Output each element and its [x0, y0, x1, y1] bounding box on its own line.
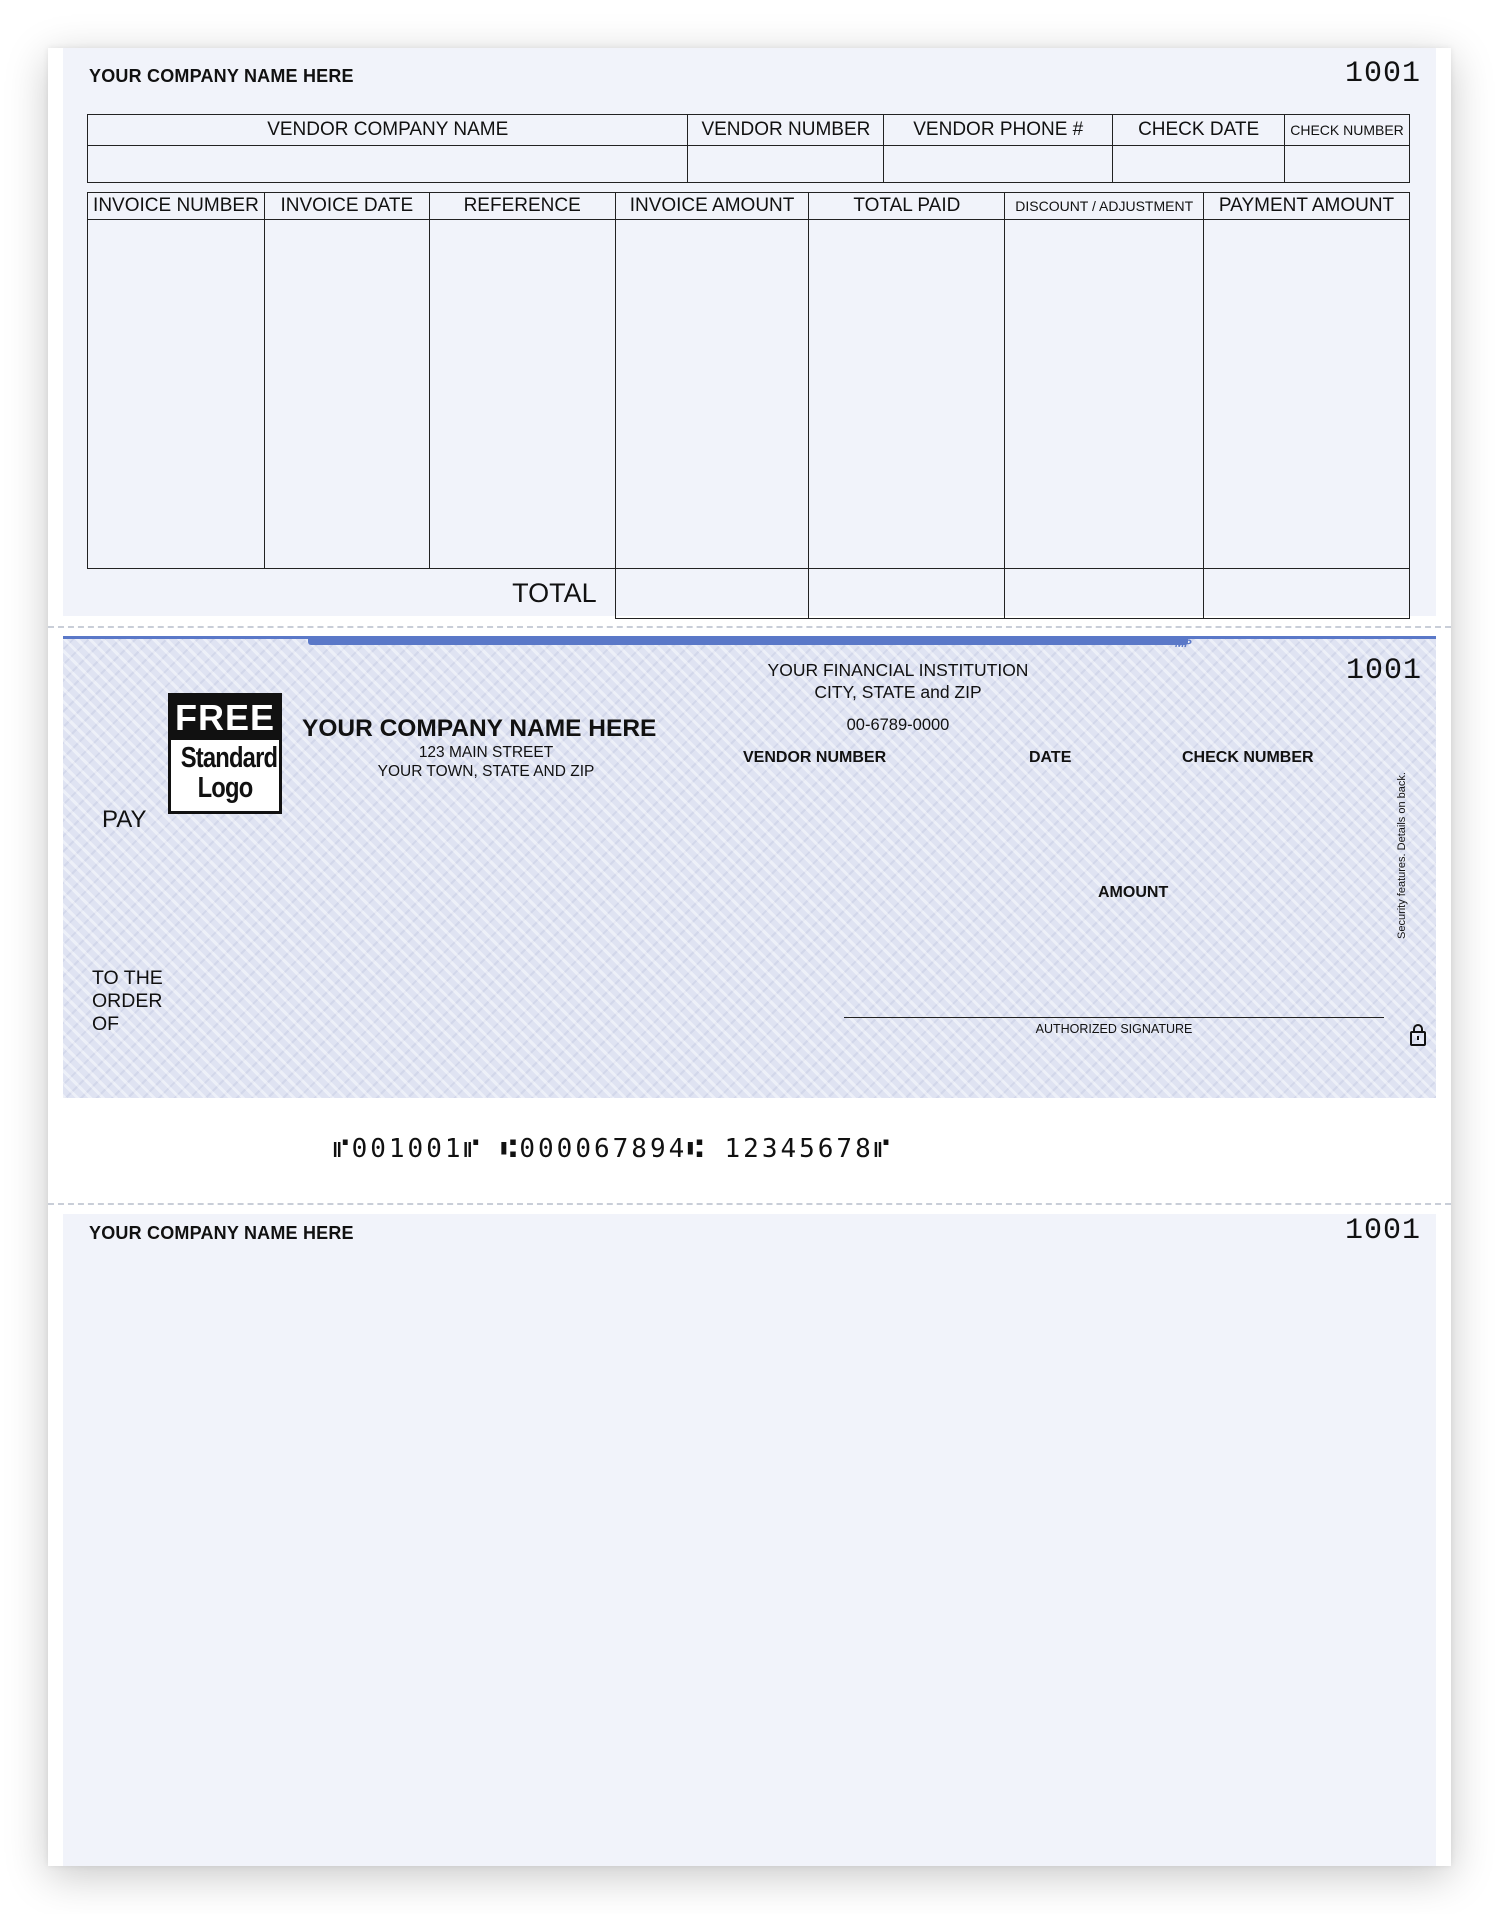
invoice-number-header: INVOICE NUMBER — [88, 193, 265, 220]
routing-fraction: 00-6789-0000 — [846, 716, 950, 734]
vendor-phone-cell[interactable] — [884, 146, 1113, 183]
check-company-name: YOUR COMPANY NAME HERE — [302, 715, 657, 742]
signature-line[interactable] — [844, 1017, 1384, 1018]
security-features-note: Security features. Details on back. — [1396, 772, 1408, 939]
check-number-cell[interactable] — [1285, 146, 1410, 183]
vendor-number-label: VENDOR NUMBER — [743, 749, 887, 766]
perforation-line-top — [48, 626, 1451, 628]
discount-adjustment-header: DISCOUNT / ADJUSTMENT — [1005, 193, 1204, 220]
amount-label: AMOUNT — [1098, 884, 1169, 901]
vendor-number-cell[interactable] — [688, 146, 884, 183]
total-payment-amount-cell[interactable] — [1204, 569, 1410, 619]
bank-name: YOUR FINANCIAL INSTITUTION — [767, 660, 1029, 680]
pay-to-the-order-label — [92, 967, 163, 1036]
micr-line: ⑈001001⑈ ⑆000067894⑆ 12345678⑈ — [333, 1134, 893, 1164]
check-date-cell[interactable] — [1113, 146, 1285, 183]
total-discount-cell[interactable] — [1005, 569, 1204, 619]
check-date-header: CHECK DATE — [1113, 115, 1285, 146]
authorized-signature-label: AUTHORIZED SIGNATURE — [1035, 1022, 1193, 1036]
top-stub-check-number: 1001 — [1344, 57, 1421, 91]
vendor-info-table — [87, 114, 1410, 183]
order-line1: TO THE — [92, 967, 163, 989]
bottom-stub-check-number: 1001 — [1344, 1214, 1421, 1248]
check-top-tab — [308, 639, 1188, 645]
total-paid-header: TOTAL PAID — [809, 193, 1005, 220]
vendor-phone-header: VENDOR PHONE # — [884, 115, 1113, 146]
amount-field[interactable] — [1098, 908, 1318, 938]
vendor-company-name-header: VENDOR COMPANY NAME — [88, 115, 688, 146]
perforation-line-bottom — [48, 1203, 1451, 1205]
total-invoice-amount-cell[interactable] — [615, 569, 809, 619]
pay-label: PAY — [102, 806, 147, 833]
date-label: DATE — [1029, 749, 1072, 766]
reference-header: REFERENCE — [429, 193, 615, 220]
order-line2: ORDER — [92, 990, 163, 1012]
total-paid-cell[interactable] — [809, 220, 1005, 569]
logo-logo-text: Logo — [197, 772, 253, 804]
discount-adjustment-cell[interactable] — [1005, 220, 1204, 569]
invoice-amount-header: INVOICE AMOUNT — [615, 193, 809, 220]
invoice-table — [87, 192, 1410, 619]
check-body — [63, 636, 1436, 1098]
bottom-stub-background — [63, 1214, 1436, 1866]
check-number-header: CHECK NUMBER — [1285, 115, 1410, 146]
invoice-date-header: INVOICE DATE — [264, 193, 429, 220]
mp-mark: MP — [1175, 638, 1192, 650]
reference-cell[interactable] — [429, 220, 615, 569]
total-paid-total-cell[interactable] — [809, 569, 1005, 619]
check-number-label: CHECK NUMBER — [1182, 749, 1314, 766]
company-address-line1: 123 MAIN STREET — [418, 744, 554, 761]
order-line3: OF — [92, 1013, 120, 1035]
bottom-stub-company-name: YOUR COMPANY NAME HERE — [89, 1223, 354, 1243]
check-sheet — [48, 48, 1451, 1866]
logo-standard-text: Standard — [180, 742, 278, 774]
payment-amount-header: PAYMENT AMOUNT — [1204, 193, 1410, 220]
vendor-number-header: VENDOR NUMBER — [688, 115, 884, 146]
check-number: 1001 — [1345, 654, 1422, 688]
company-address-line2: YOUR TOWN, STATE AND ZIP — [377, 763, 595, 780]
invoice-date-cell[interactable] — [264, 220, 429, 569]
logo — [168, 693, 282, 814]
payment-amount-cell[interactable] — [1204, 220, 1410, 569]
bank-city-state-zip: CITY, STATE and ZIP — [814, 682, 982, 702]
padlock-icon — [1410, 1031, 1426, 1046]
invoice-amount-cell[interactable] — [615, 220, 809, 569]
invoice-number-cell[interactable] — [88, 220, 265, 569]
total-label: TOTAL — [88, 569, 616, 619]
vendor-company-name-cell[interactable] — [88, 146, 688, 183]
pay-amount-field[interactable] — [97, 884, 257, 912]
payee-field[interactable] — [203, 972, 723, 1032]
top-stub-company-name: YOUR COMPANY NAME HERE — [89, 66, 354, 86]
logo-free-text: FREE — [171, 696, 279, 740]
